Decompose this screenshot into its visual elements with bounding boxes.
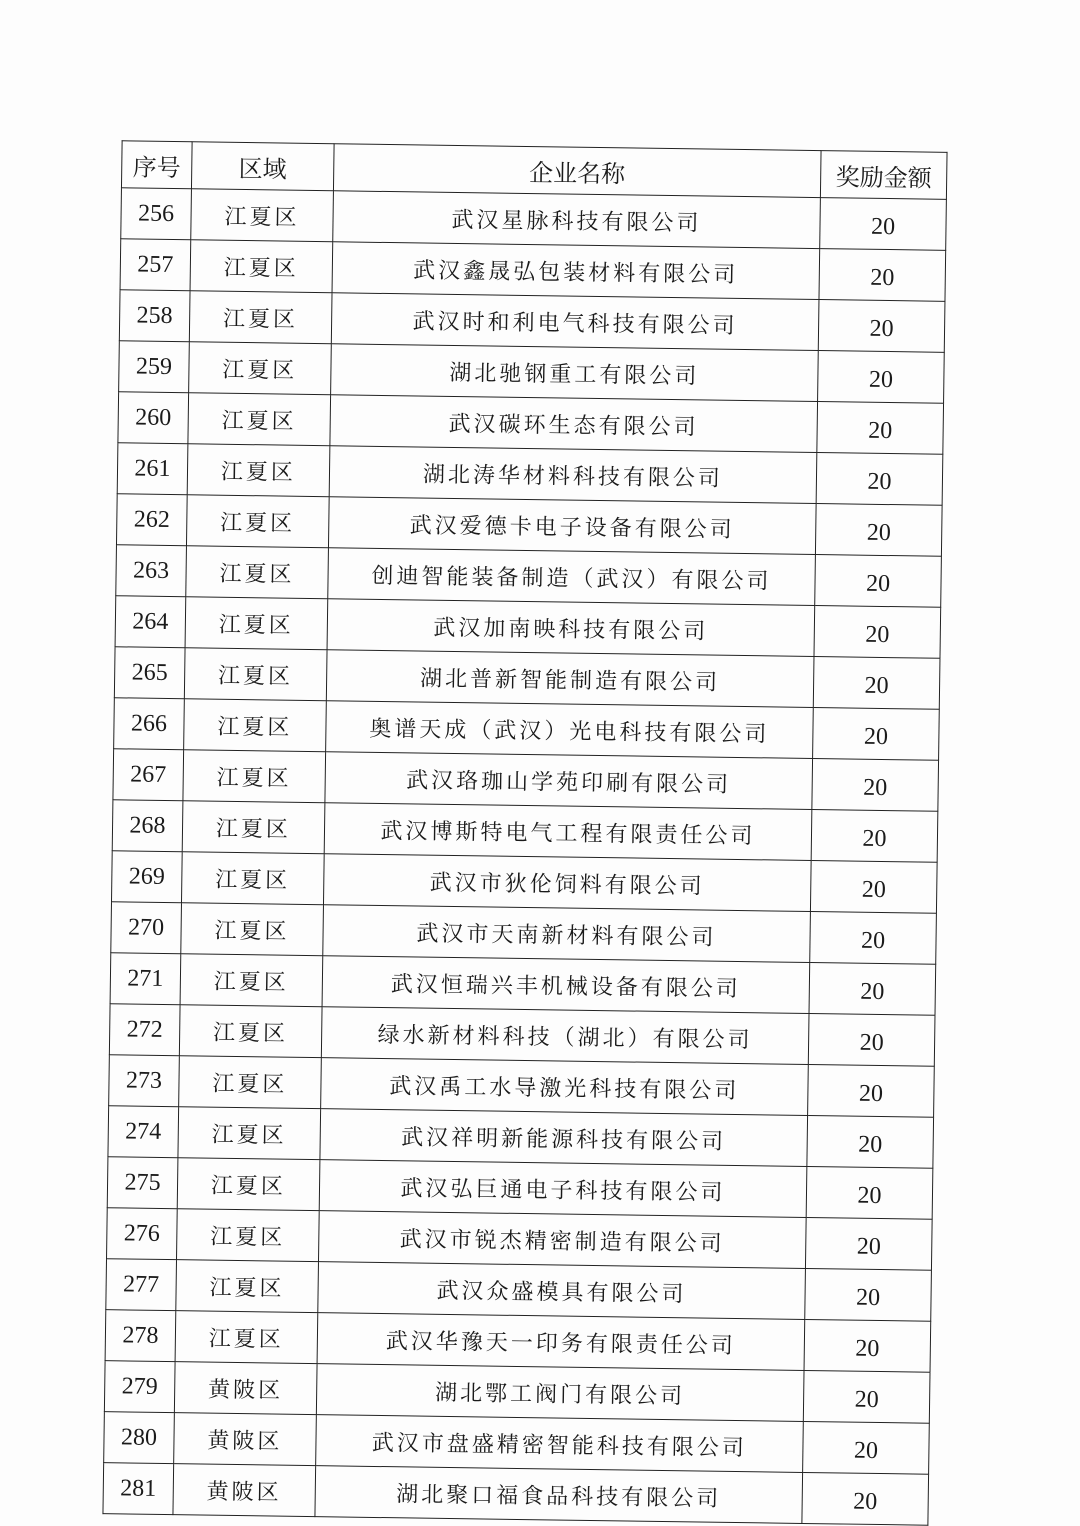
cell-index: 261 — [117, 443, 188, 495]
cell-district: 江夏区 — [176, 1209, 319, 1262]
cell-amount: 20 — [810, 911, 937, 964]
cell-index: 265 — [114, 647, 185, 699]
cell-amount: 20 — [817, 402, 944, 455]
header-company: 企业名称 — [333, 144, 821, 198]
cell-company: 湖北鄂工阀门有限公司 — [316, 1364, 804, 1422]
cell-district: 江夏区 — [190, 240, 333, 293]
cell-index: 278 — [105, 1310, 176, 1362]
cell-company: 绿水新材料科技（湖北）有限公司 — [321, 1007, 809, 1065]
cell-company: 创迪智能装备制造（武汉）有限公司 — [328, 548, 816, 606]
cell-district: 江夏区 — [180, 954, 323, 1007]
cell-amount: 20 — [808, 1064, 935, 1117]
table-row — [103, 1463, 929, 1526]
cell-index: 267 — [113, 749, 184, 801]
cell-index: 268 — [112, 800, 183, 852]
cell-district: 江夏区 — [188, 393, 331, 446]
cell-district: 江夏区 — [182, 801, 325, 854]
cell-amount: 20 — [813, 708, 940, 761]
cell-amount: 20 — [806, 1166, 933, 1219]
cell-company: 武汉星脉科技有限公司 — [333, 191, 821, 249]
cell-district: 江夏区 — [186, 546, 329, 599]
cell-district: 江夏区 — [185, 597, 328, 650]
cell-index: 271 — [110, 953, 181, 1005]
cell-company: 武汉众盛模具有限公司 — [318, 1262, 806, 1320]
cell-district: 江夏区 — [175, 1311, 318, 1364]
cell-amount: 20 — [813, 657, 940, 710]
cell-index: 258 — [119, 290, 190, 342]
cell-company: 武汉市狄伦饲料有限公司 — [323, 854, 811, 912]
cell-index: 269 — [112, 851, 183, 903]
cell-amount: 20 — [802, 1472, 929, 1525]
cell-amount: 20 — [803, 1421, 930, 1474]
cell-index: 279 — [104, 1361, 175, 1413]
cell-district: 江夏区 — [189, 342, 332, 395]
cell-district: 江夏区 — [177, 1158, 320, 1211]
award-table — [102, 140, 947, 1525]
cell-company: 武汉碳环生态有限公司 — [330, 395, 818, 453]
cell-company: 武汉市盘盛精密智能科技有限公司 — [315, 1415, 803, 1473]
cell-district: 江夏区 — [183, 750, 326, 803]
cell-company: 武汉加南映科技有限公司 — [327, 599, 815, 657]
cell-district: 黄陂区 — [174, 1362, 317, 1415]
cell-amount: 20 — [814, 606, 941, 659]
cell-district: 黄陂区 — [173, 1464, 316, 1517]
cell-company: 湖北涛华材料科技有限公司 — [329, 446, 817, 504]
cell-district: 江夏区 — [191, 189, 334, 242]
cell-amount: 20 — [804, 1319, 931, 1372]
cell-index: 260 — [118, 392, 189, 444]
cell-amount: 20 — [816, 453, 943, 506]
cell-index: 280 — [104, 1412, 175, 1464]
cell-amount: 20 — [808, 1013, 935, 1066]
cell-district: 江夏区 — [184, 699, 327, 752]
cell-district: 黄陂区 — [174, 1413, 317, 1466]
cell-amount: 20 — [815, 555, 942, 608]
cell-index: 257 — [120, 239, 191, 291]
cell-company: 武汉禹工水导激光科技有限公司 — [320, 1058, 808, 1116]
cell-company: 武汉华豫天一印务有限责任公司 — [317, 1313, 805, 1371]
cell-district: 江夏区 — [176, 1260, 319, 1313]
cell-index: 270 — [111, 902, 182, 954]
cell-amount: 20 — [820, 198, 947, 251]
cell-index: 262 — [116, 494, 187, 546]
cell-company: 武汉爱德卡电子设备有限公司 — [328, 497, 816, 555]
cell-index: 263 — [116, 545, 187, 597]
cell-amount: 20 — [811, 810, 938, 863]
cell-amount: 20 — [811, 860, 938, 913]
cell-amount: 20 — [819, 249, 946, 302]
cell-index: 281 — [103, 1463, 174, 1515]
cell-district: 江夏区 — [189, 291, 332, 344]
cell-amount: 20 — [803, 1370, 930, 1423]
cell-amount: 20 — [805, 1268, 932, 1321]
cell-district: 江夏区 — [187, 444, 330, 497]
cell-company: 武汉恒瑞兴丰机械设备有限公司 — [322, 956, 810, 1014]
cell-index: 273 — [109, 1055, 180, 1107]
cell-company: 武汉市天南新材料有限公司 — [323, 905, 811, 963]
cell-index: 256 — [121, 188, 192, 240]
cell-index: 277 — [106, 1259, 177, 1311]
cell-company: 奥谱天成（武汉）光电科技有限公司 — [325, 701, 813, 759]
cell-amount: 20 — [807, 1115, 934, 1168]
cell-amount: 20 — [818, 351, 945, 404]
cell-amount: 20 — [812, 759, 939, 812]
cell-district: 江夏区 — [186, 495, 329, 548]
cell-amount: 20 — [816, 504, 943, 557]
cell-index: 272 — [109, 1004, 180, 1056]
header-amount: 奖励金额 — [821, 151, 948, 200]
cell-index: 264 — [115, 596, 186, 648]
cell-district: 江夏区 — [181, 903, 324, 956]
header-district: 区域 — [191, 142, 333, 191]
cell-district: 江夏区 — [184, 648, 327, 701]
cell-company: 湖北普新智能制造有限公司 — [326, 650, 814, 708]
cell-index: 274 — [108, 1106, 179, 1158]
cell-company: 武汉珞珈山学苑印刷有限公司 — [325, 752, 813, 810]
cell-company: 武汉弘巨通电子科技有限公司 — [319, 1160, 807, 1218]
cell-district: 江夏区 — [179, 1005, 322, 1058]
cell-amount: 20 — [818, 300, 945, 353]
cell-index: 276 — [107, 1208, 178, 1260]
cell-amount: 20 — [806, 1217, 933, 1270]
cell-district: 江夏区 — [178, 1107, 321, 1160]
header-index: 序号 — [121, 141, 192, 189]
cell-company: 武汉博斯特电气工程有限责任公司 — [324, 803, 812, 861]
cell-index: 266 — [114, 698, 185, 750]
cell-amount: 20 — [809, 962, 936, 1015]
cell-company: 湖北驰钢重工有限公司 — [330, 344, 818, 402]
cell-company: 武汉市锐杰精密制造有限公司 — [318, 1211, 806, 1269]
cell-index: 259 — [119, 341, 190, 393]
cell-district: 江夏区 — [179, 1056, 322, 1109]
cell-company: 武汉时和利电气科技有限公司 — [331, 293, 819, 351]
cell-company: 武汉鑫晟弘包装材料有限公司 — [332, 242, 820, 300]
cell-company: 武汉祥明新能源科技有限公司 — [320, 1109, 808, 1167]
cell-index: 275 — [107, 1157, 178, 1209]
cell-district: 江夏区 — [181, 852, 324, 905]
cell-company: 湖北聚口福食品科技有限公司 — [315, 1466, 803, 1524]
